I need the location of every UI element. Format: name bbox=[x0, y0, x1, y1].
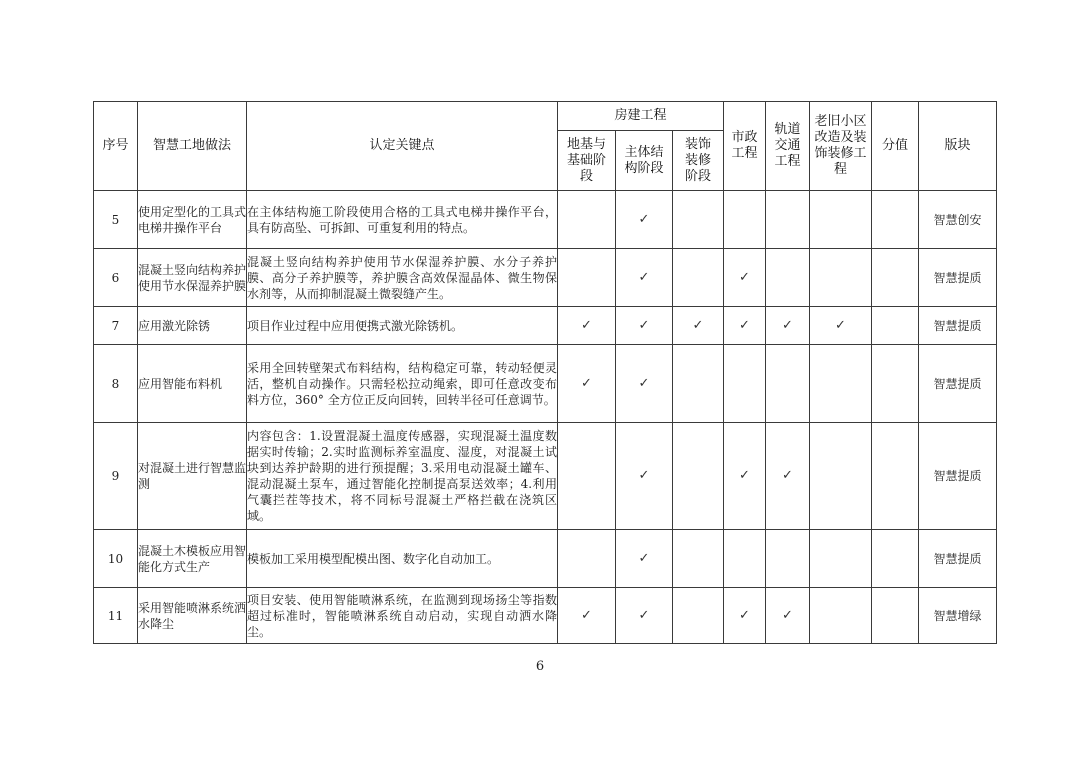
header-score: 分值 bbox=[872, 102, 919, 191]
score-cell bbox=[872, 588, 919, 644]
practice-name: 采用智能喷淋系统洒水降尘 bbox=[138, 588, 247, 644]
check-foundation: ✓ bbox=[558, 345, 616, 423]
section-cell: 智慧提质 bbox=[919, 345, 997, 423]
row-number: 9 bbox=[94, 423, 138, 530]
check-main-structure: ✓ bbox=[616, 423, 673, 530]
section-cell: 智慧提质 bbox=[919, 530, 997, 588]
key-point-text: 在主体结构施工阶段使用合格的工具式电梯井操作平台，具有防高坠、可拆卸、可重复利用的特点。 bbox=[247, 191, 558, 249]
check-decoration: ✓ bbox=[673, 307, 724, 345]
check-foundation bbox=[558, 191, 616, 249]
page-number: 6 bbox=[535, 659, 545, 674]
key-point-text: 混凝土竖向结构养护使用节水保湿养护膜、水分子养护膜、高分子养护膜等，养护膜含高效保湿晶体、微生物保水剂等，从而抑制混凝土微裂缝产生。 bbox=[247, 249, 558, 307]
check-foundation bbox=[558, 530, 616, 588]
check-old-community bbox=[810, 249, 872, 307]
check-municipal bbox=[724, 345, 766, 423]
header-seq: 序号 bbox=[94, 102, 138, 191]
header-main-structure: 主体结构阶段 bbox=[616, 131, 673, 191]
score-cell bbox=[872, 249, 919, 307]
table-row bbox=[94, 588, 997, 644]
row-number: 11 bbox=[94, 588, 138, 644]
practice-name: 对混凝土进行智慧监测 bbox=[138, 423, 247, 530]
header-practice: 智慧工地做法 bbox=[138, 102, 247, 191]
check-foundation bbox=[558, 423, 616, 530]
check-decoration bbox=[673, 249, 724, 307]
table-row bbox=[94, 423, 997, 530]
header-key-points: 认定关键点 bbox=[247, 102, 558, 191]
check-municipal bbox=[724, 530, 766, 588]
check-main-structure: ✓ bbox=[616, 191, 673, 249]
practice-name: 应用激光除锈 bbox=[138, 307, 247, 345]
check-rail: ✓ bbox=[766, 307, 810, 345]
check-decoration bbox=[673, 588, 724, 644]
check-rail: ✓ bbox=[766, 588, 810, 644]
practice-name: 使用定型化的工具式电梯井操作平台 bbox=[138, 191, 247, 249]
score-cell bbox=[872, 530, 919, 588]
check-old-community: ✓ bbox=[810, 307, 872, 345]
check-foundation: ✓ bbox=[558, 588, 616, 644]
check-decoration bbox=[673, 530, 724, 588]
key-point-text: 模板加工采用模型配模出图、数字化自动加工。 bbox=[247, 530, 558, 588]
row-number: 6 bbox=[94, 249, 138, 307]
key-point-text: 内容包含：1.设置混凝土温度传感器，实现混凝土温度数据实时传输；2.实时监测标养室温度、湿度，对混凝土试块到达养护龄期的进行预提醒；3.采用电动混凝土罐车、混动混凝土泵车，通过智能化控制提高泵送效率；4.利用气囊拦茬等技术，将不同标号混凝土严格拦截在浇筑区域。 bbox=[247, 423, 558, 530]
table-row bbox=[94, 191, 997, 249]
row-number: 7 bbox=[94, 307, 138, 345]
practice-name: 混凝土木模板应用智能化方式生产 bbox=[138, 530, 247, 588]
header-old-community: 老旧小区改造及装饰装修工程 bbox=[810, 102, 872, 191]
check-foundation bbox=[558, 249, 616, 307]
header-foundation: 地基与基础阶段 bbox=[558, 131, 616, 191]
check-old-community bbox=[810, 345, 872, 423]
check-old-community bbox=[810, 423, 872, 530]
check-decoration bbox=[673, 191, 724, 249]
header-decoration: 装饰装修阶段 bbox=[673, 131, 724, 191]
score-cell bbox=[872, 345, 919, 423]
table-row bbox=[94, 307, 997, 345]
table-row bbox=[94, 249, 997, 307]
header-rail: 轨道交通工程 bbox=[766, 102, 810, 191]
check-old-community bbox=[810, 191, 872, 249]
check-main-structure: ✓ bbox=[616, 249, 673, 307]
check-foundation: ✓ bbox=[558, 307, 616, 345]
check-main-structure: ✓ bbox=[616, 307, 673, 345]
check-main-structure: ✓ bbox=[616, 588, 673, 644]
check-rail: ✓ bbox=[766, 423, 810, 530]
header-building: 房建工程 bbox=[558, 102, 724, 131]
table-row bbox=[94, 345, 997, 423]
check-municipal: ✓ bbox=[724, 249, 766, 307]
check-rail bbox=[766, 530, 810, 588]
table-body bbox=[94, 191, 997, 644]
check-decoration bbox=[673, 345, 724, 423]
row-number: 10 bbox=[94, 530, 138, 588]
section-cell: 智慧增绿 bbox=[919, 588, 997, 644]
key-point-text: 项目作业过程中应用便携式激光除锈机。 bbox=[247, 307, 558, 345]
row-number: 8 bbox=[94, 345, 138, 423]
header-municipal: 市政工程 bbox=[724, 102, 766, 191]
check-rail bbox=[766, 345, 810, 423]
check-old-community bbox=[810, 588, 872, 644]
check-rail bbox=[766, 249, 810, 307]
section-cell: 智慧创安 bbox=[919, 191, 997, 249]
section-cell: 智慧提质 bbox=[919, 423, 997, 530]
key-point-text: 项目安装、使用智能喷淋系统，在监测到现场扬尘等指数超过标准时，智能喷淋系统自动启动，实现自动洒水降尘。 bbox=[247, 588, 558, 644]
check-municipal bbox=[724, 191, 766, 249]
check-rail bbox=[766, 191, 810, 249]
row-number: 5 bbox=[94, 191, 138, 249]
header-section: 版块 bbox=[919, 102, 997, 191]
check-municipal: ✓ bbox=[724, 307, 766, 345]
check-municipal: ✓ bbox=[724, 423, 766, 530]
practice-name: 混凝土竖向结构养护使用节水保湿养护膜 bbox=[138, 249, 247, 307]
table-row bbox=[94, 530, 997, 588]
check-decoration bbox=[673, 423, 724, 530]
check-old-community bbox=[810, 530, 872, 588]
practice-name: 应用智能布料机 bbox=[138, 345, 247, 423]
section-cell: 智慧提质 bbox=[919, 249, 997, 307]
check-main-structure: ✓ bbox=[616, 530, 673, 588]
score-cell bbox=[872, 191, 919, 249]
score-cell bbox=[872, 307, 919, 345]
smart-site-table bbox=[93, 101, 997, 644]
check-main-structure: ✓ bbox=[616, 345, 673, 423]
key-point-text: 采用全回转壁架式布料结构，结构稳定可靠，转动轻便灵活，整机自动操作。只需轻松拉动绳索，即可任意改变布料方位，360° 全方位正反向回转，回转半径可任意调节。 bbox=[247, 345, 558, 423]
check-municipal: ✓ bbox=[724, 588, 766, 644]
score-cell bbox=[872, 423, 919, 530]
section-cell: 智慧提质 bbox=[919, 307, 997, 345]
